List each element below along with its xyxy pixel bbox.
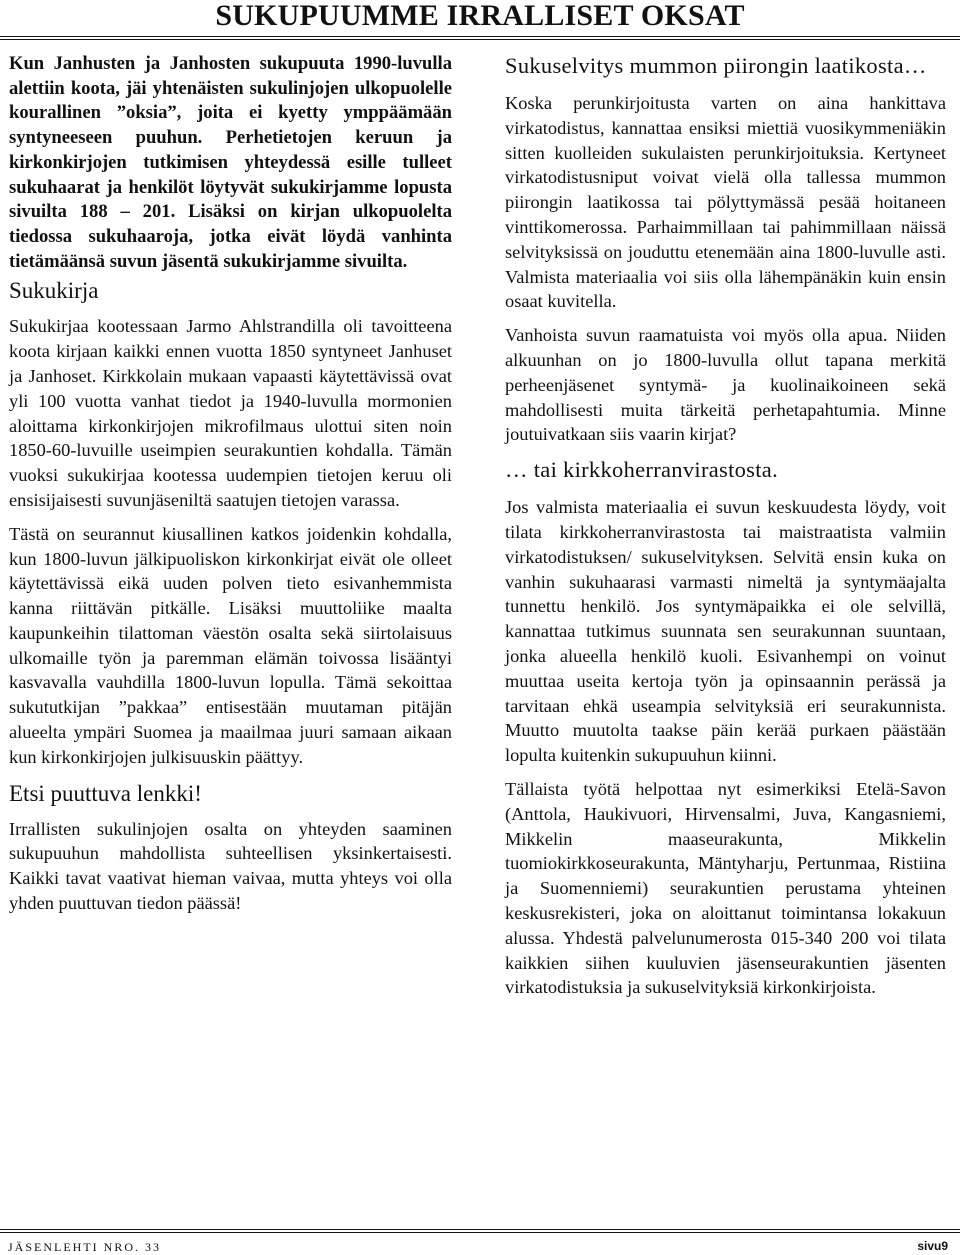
heading-etsi-puuttuva-lenkki: Etsi puuttuva lenkki! (9, 780, 202, 806)
heading-kirkkoherranvirasto: … tai kirkkoherranvirastosta. (505, 457, 778, 483)
page-number: sivu9 (917, 1239, 948, 1253)
right-column (505, 52, 946, 1009)
paragraph: Irrallisten sukulinjojen osalta on yhteyden saaminen sukupuuhun mahdollista suhteellisen yksinkertaisesti. Kaikki tavat vaativat hieman vaivaa, mutta yhteys voi olla yhden puuttuvan tiedon päässä! (9, 818, 452, 914)
paragraph: Tästä on seurannut kiusallinen katkos joidenkin kohdalla, kun 1800-luvun jälkipuoliskon kirkonkirjat eivät ole olleet käytettävissä eikä uuden polven tieto esivanhemmista kanna riittävän pitkälle. Lisäksi muuttoliike maalta kaupunkeihin tilattoman väestön osalta sekä siirtolaisuus ulkomaille työn ja paremman elämän toivossa lisääntyi kasvavalla vauhdilla 1800-luvun lopulla. Tämä sekoittaa sukututkijan ”pakkaa” entisestään muutaman pitäjän alueelta ympäri Suomea ja maailmaa juuri samaan aikaan kun kirkonkirjojen julkisuuskin päättyy. (9, 523, 452, 767)
paragraph: Koska perunkirjoitusta varten on aina hankittava virkatodistus, kannattaa ensiksi miettiä vuosikymmeniäkin sitten kuolleiden sukulaisten perunkirjoituksia. Kertyneet virkatodistusniput voivat vielä olla tallessa mummon piirongin laatikossa tai pölyttymässä pesää hoitaneen vinttikomerossa. Parhaimmillaan tai pahimmillaan näissä selvityksissä on jouduttu etenemään aina 1800-luvulle asti. Valmista materiaalia voi siis olla lähempänäkin kuin ensin osaat kuvitella. (505, 93, 946, 312)
heading-sukuselvitys: Sukuselvitys mummon piirongin laatikosta… (505, 53, 927, 78)
footer-divider (0, 1229, 960, 1233)
paragraph: Jos valmista materiaalia ei suvun keskuudesta löydy, voit tilata kirkkoherranvirastosta tai maistraatista valmiin virkatodistuksen/ sukuselvityksen. Selvitä ensin kuka on vanhin sukuhaarasi varmasti nimeltä ja syntymäajalta tunnettu henkilö. Jos syntymäpaikka ei ole selvillä, kannattaa tutkimus suunnata sen seurakunnan suuntaan, jonka alueella henkilö kuoli. Esivanhempi on voinut muuttaa useita kertoja työn ja opinsaannin perässä ja tarvitaan ehkä useampia selvityksiä eri seurakunnista. Muutto muutolta taakse päin kerää purkaen päästään lopulta kuitenkin sukupuuhun kiinni. (505, 497, 946, 766)
paragraph: Tällaista työtä helpottaa nyt esimerkiksi Etelä-Savon (Anttola, Haukivuori, Hirvensalmi, Juva, Kangasniemi, Mikkelin maaseurakunta, Mikkelin tuomiokirkkoseurakunta, Mäntyharju, Pertunmaa, Ristiina ja Suomenniemi) seurakuntien perustama yhteinen keskusrekisteri, joka on aloittanut toimintansa lokakuun alussa. Yhdestä palvelunumerosta 015-340 200 voi tilata kaikkien siihen kuuluvien jäsenseurakuntien jäsenten virkatodistuksia ja sukuselvityksiä kirkonkirjoista. (505, 778, 946, 998)
top-divider (0, 36, 960, 40)
intro-paragraph: Kun Janhusten ja Janhosten sukupuuta 1990-luvulla alettiin koota, jäi yhtenäisten sukulinjojen ulkopuolelle kourallinen ”oksia”, joita ei kyetty ymppäämään syntyneeseen puuhun. Perhetietojen keruun ja kirkonkirjojen tutkimisen yhteydessä esille tulleet sukuhaarat ja henkilöt löytyvät sukukirjamme lopusta sivuilta 188 – 201. Lisäksi on kirjan ulkopuolelta tiedossa sukuhaaroja, jotka eivät löydä vanhinta tietämäänsä suvun jäsentä sukukirjamme sivuilta. (9, 53, 452, 272)
paragraph: Vanhoista suvun raamatuista voi myös olla apua. Niiden alkuunhan on jo 1800-luvulla ollut tapana merkitä perheenjäsenet syntymä- ja kuolinaikoineen sekä mahdollisesti muita tärkeitä perhetapahtumia. Minne joutuivatkaan siis vaarin kirjat? (505, 325, 946, 445)
paragraph: Sukukirjaa kootessaan Jarmo Ahlstrandilla oli tavoitteena koota kirjaan kaikki ennen vuotta 1850 syntyneet Janhuset ja Janhoset. Kirkkolain mukaan vapaasti käytettävissä ovat yli 100 vuotta vanhat tiedot ja 1940-luvulla mormonien aloittama kirkonkirjojen mikrofilmaus ulottui siten noin 1850-60-luvuille useimpien seurakuntien kohdalla. Tämän vuoksi sukukirjaa kootessa uudempien tietojen keruu oli ensisijaisesti suvunjäseniltä saatujen tietojen varassa. (9, 316, 452, 510)
publication-name: JÄSENLEHTI NRO. 33 (8, 1240, 161, 1254)
heading-sukukirja: Sukukirja (9, 278, 99, 304)
page-title: SUKUPUUMME IRRALLISET OKSAT (215, 0, 745, 32)
left-column (9, 52, 452, 925)
